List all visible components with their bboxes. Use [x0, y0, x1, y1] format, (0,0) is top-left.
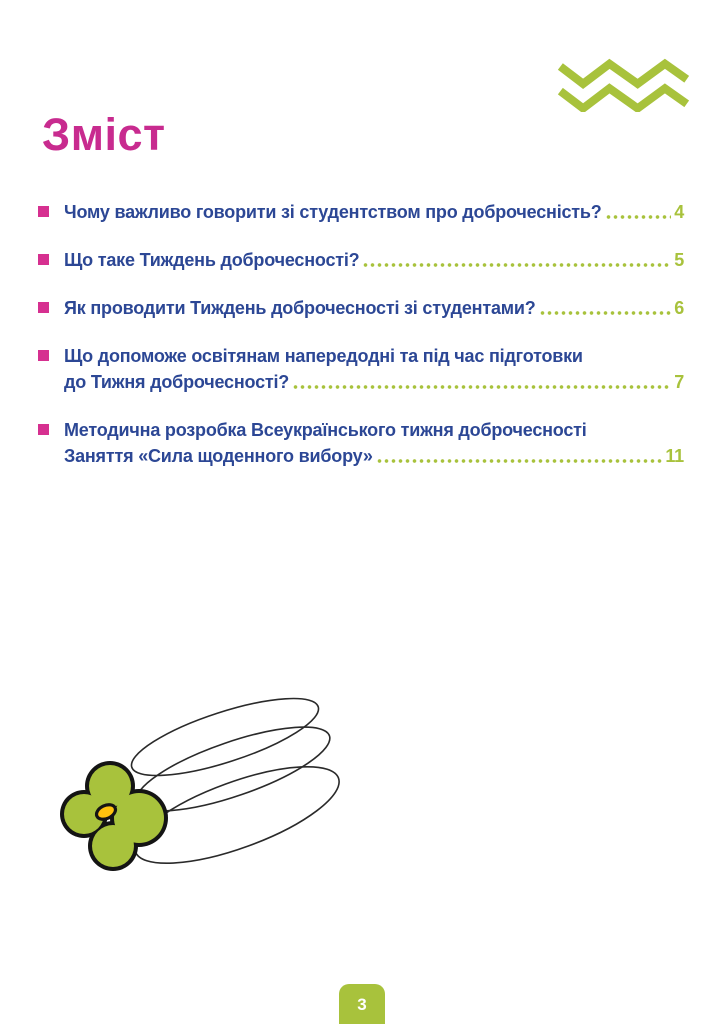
- bullet-square-icon: [38, 302, 49, 313]
- toc-entry-page: 5: [674, 250, 684, 270]
- dot-leader: [362, 262, 671, 268]
- bullet-square-icon: [38, 350, 49, 361]
- toc-entry-title: Як проводити Тиждень доброчесності зі студентами?: [64, 298, 536, 318]
- toc-entry: [38, 199, 684, 225]
- dot-leader: [376, 458, 663, 464]
- flower-swirl-doodle: [55, 685, 355, 895]
- bullet-square-icon: [38, 254, 49, 265]
- bullet-square-icon: [38, 206, 49, 217]
- toc-entry-row: [64, 295, 684, 321]
- table-of-contents: [38, 199, 684, 491]
- toc-entry-title-line2: до Тижня доброчесності?: [64, 372, 290, 392]
- toc-entry-title: Що таке Тиждень доброчесності?: [64, 250, 360, 270]
- toc-entry-row: [64, 199, 684, 225]
- toc-entry-body: [64, 343, 684, 395]
- page-number-badge: [339, 984, 385, 1024]
- toc-entry: [38, 247, 684, 273]
- toc-entry-body: [64, 295, 684, 321]
- page-title: Зміст: [42, 109, 166, 160]
- toc-entry: [38, 295, 684, 321]
- toc-entry-title-line1: Що допоможе освітянам напередодні та під час підготовки: [64, 346, 583, 366]
- toc-entry-body: [64, 247, 684, 273]
- toc-entry-row: [64, 369, 684, 395]
- dot-leader: [292, 384, 671, 390]
- toc-entry-title-line2: Заняття «Сила щоденного вибору»: [64, 446, 373, 466]
- zigzag-wave-icon: [551, 52, 697, 112]
- toc-entry-body: [64, 199, 684, 225]
- toc-entry-row: [64, 247, 684, 273]
- flower-icon: [60, 761, 168, 871]
- toc-entry-row: [64, 443, 684, 469]
- toc-entry-page: 7: [674, 372, 684, 392]
- toc-entry-page: 6: [674, 298, 684, 318]
- dot-leader: [539, 310, 672, 316]
- toc-entry-page: 4: [674, 202, 684, 222]
- bullet-square-icon: [38, 424, 49, 435]
- toc-entry-body: [64, 417, 684, 469]
- toc-entry: [38, 343, 684, 395]
- toc-entry: [38, 417, 684, 469]
- page-number: 3: [357, 995, 367, 1014]
- dot-leader: [605, 214, 672, 220]
- swirl-lines-icon: [124, 685, 350, 883]
- toc-entry-page: 11: [665, 446, 684, 466]
- toc-entry-title: Чому важливо говорити зі студентством про доброчесність?: [64, 202, 602, 222]
- toc-entry-title-line1: Методична розробка Всеукраїнського тижня доброчесності: [64, 420, 587, 440]
